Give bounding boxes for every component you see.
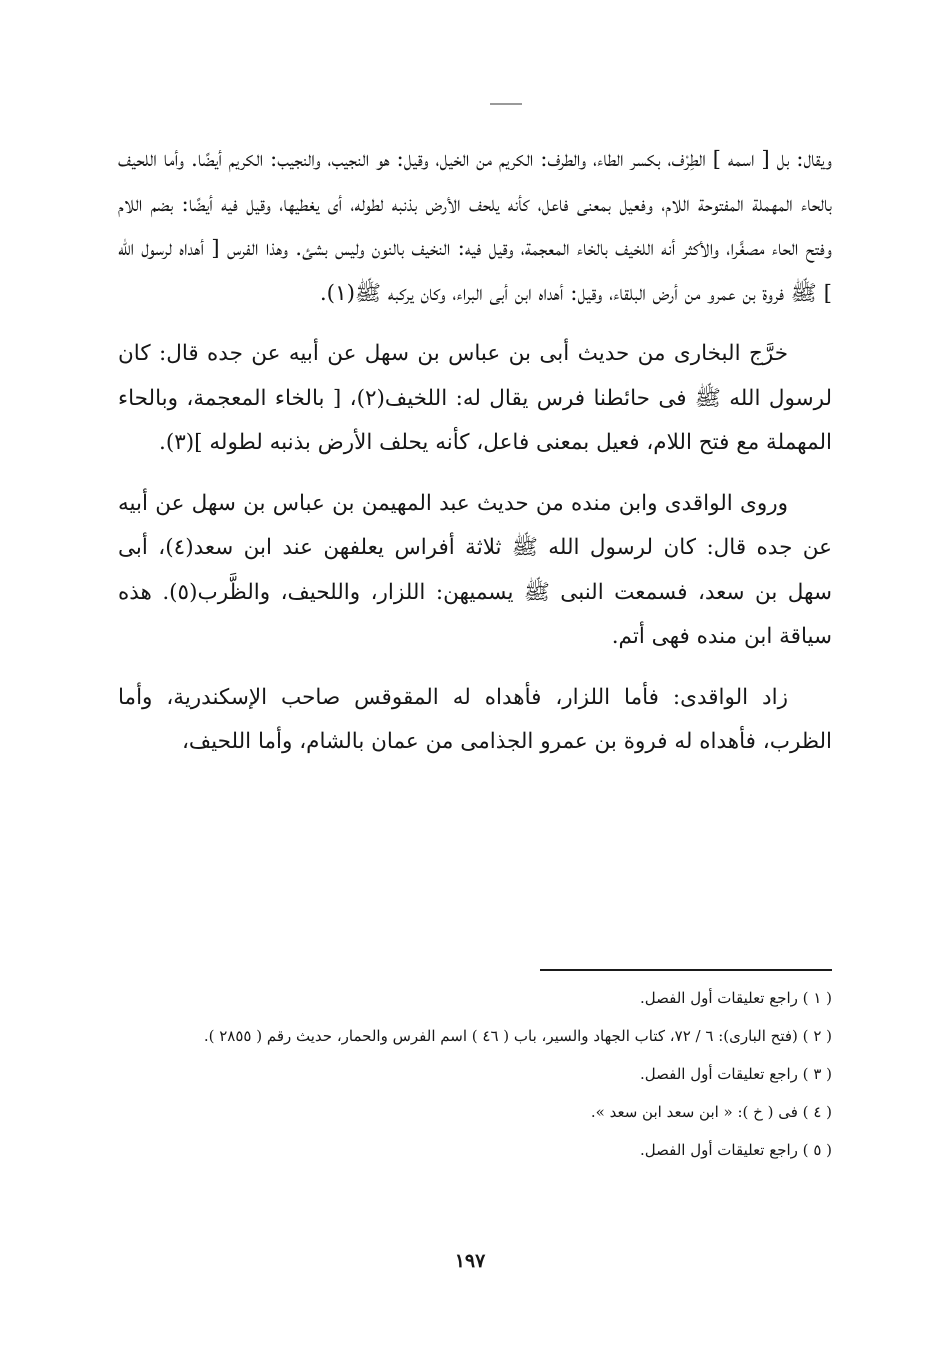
footnote-3: ( ٣ ) راجع تعليقات أول الفصل. (639, 1065, 832, 1083)
paragraph-3: وروى الواقدى وابن منده من حديث عبد المهيمن بن عباس بن سهل عن أبيه عن جده قال: كان لرسول الله ﷺ ثلاثة أفراس يعلفهن عند ابن سعد(٤)، أبى سهل بن سعد، فسمعت النبى ﷺ يسميهن: اللزار، واللحيف، والظَّرب(٥). هذه سياقة ابن منده فهى أتم. (118, 490, 832, 649)
footnote-1: ( ١ ) راجع تعليقات أول الفصل. (639, 989, 832, 1007)
footnote-2: ( ٢ ) (فتح البارى): ٦ / ٧٢، كتاب الجهاد والسير، باب ( ٤٦ ) اسم الفرس والحمار، حديث رقم ( ٢٨٥٥ ). (203, 1027, 832, 1045)
paragraph-2: خرَّج البخارى من حديث أبى بن عباس بن سهل عن أبيه عن جده قال: كان لرسول الله ﷺ فى حائطنا فرس يقال له: اللخيف(٢)، [ بالخاء المعجمة، وبالحاء المهملة مع فتح اللام، فعيل بمعنى فاعل، كأنه يحلف الأرض بذنبه لطوله ](٣). (118, 341, 832, 455)
footnote-5: ( ٥ ) راجع تعليقات أول الفصل. (639, 1141, 832, 1159)
paragraph-4: زاد الواقدى: فأما اللزار، فأهداه له المقوقس صاحب الإسكندرية، وأما الظرب، فأهداه له فروة بن عمرو الجذامى من عمان بالشام، وأما اللحيف، (118, 684, 832, 754)
footnote-divider (540, 969, 832, 971)
header-mark (490, 103, 522, 105)
main-text (118, 138, 832, 781)
footnotes (118, 985, 832, 1175)
page-number: ١٩٧ (454, 1250, 486, 1272)
paragraph-1: ويقال: بل [ اسمه ] الطِرْف، بكسر الطاء، والطرف: الكريم من الخيل، وقيل: هو النجيب، والنجيب: الكريم أيضًا. وأما اللحيف بالحاء المهملة المفتوحة اللام، وفعيل بمعنى فاعل، كأنه يلحف الأرض بذنبه لطوله، أى يغطيها، وقيل فيه أيضًا: بضم اللام وفتح الحاء مصغَّرا، والأكثر أنه اللخيف بالخاء المعجمة، وقيل فيه: النخيف بالنون وليس بشئ. وهذا الفرس [ أهداه لرسول الله ] ﷺ فروة بن عمرو من أرض البلقاء، وقيل: أهداه ابن أبى البراء، وكان يركبه ﷺ(١). (118, 147, 832, 306)
footnote-4: ( ٤ ) فى ( خ ): « ابن سعد ابن سعد ». (590, 1103, 832, 1121)
